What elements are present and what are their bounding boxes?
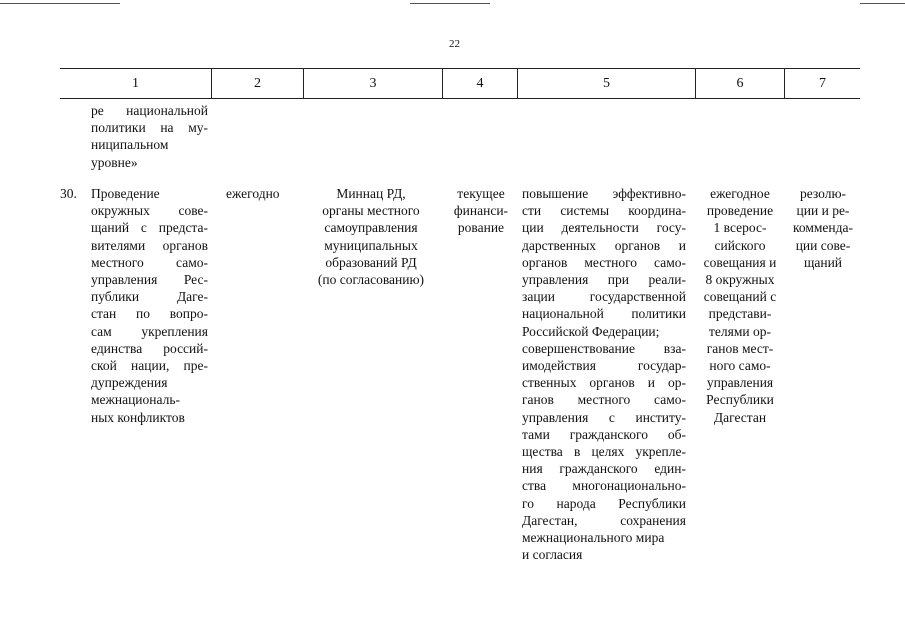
scan-edge-mark: [0, 3, 120, 4]
table-header-row: [60, 68, 860, 99]
activity-description: Проведение окружных сове- щаний с предста- вителями органов местного само- управления Рес- публики Даге- стан по вопро- сам укрепления единства россий- ской нации, пре- дупреждения межнациональ- ных конфликтов: [91, 186, 208, 425]
column-header: 4: [442, 69, 517, 98]
executors-cell: Миннац РД, органы местного самоуправления муниципальных образований РД (по согласованию): [317, 186, 425, 288]
row-number: 30.: [60, 186, 77, 201]
column-header: 6: [695, 69, 784, 98]
continued-cell-text: ре национальной политики на му- ниципальном уровне»: [91, 103, 208, 170]
deadline-cell: ежегодно: [226, 186, 280, 201]
column-header: 5: [517, 69, 695, 98]
indicators-cell: ежегодное проведение 1 всерос- сийского совещания и 8 окружных совещаний с представи- телями ор- ганов мест- ного само- управления Республики Дагестан: [697, 185, 783, 426]
page-number: 22: [449, 38, 460, 50]
expected-results-cell: повышение эффективно- сти системы координа- ции деятельности госу- дарственных органов и органов местного само- управления при реали- зации государственной национальной политики Российской Федерации; совершенствование вза- имодействия государ- ственных органов и ор- ганов местного само- управления с институ- тами гражданского об- щества в целях укрепле- ния гражданского един- ства многонационально- го народа Республики Дагестан, сохранения межнационального мира и согласия: [522, 186, 686, 563]
column-header: 3: [303, 69, 442, 98]
column-header: 1: [132, 76, 139, 91]
scan-edge-mark: [860, 3, 905, 4]
financing-cell: текущее финанси- рование: [453, 186, 509, 236]
column-header: 7: [784, 69, 860, 98]
outcome-cell: резолю- ции и ре- комменда- ции сове- щаний: [792, 186, 854, 270]
scan-edge-mark: [410, 3, 490, 4]
indicators-line: Дагестан: [713, 409, 767, 425]
column-header: 2: [211, 69, 303, 98]
